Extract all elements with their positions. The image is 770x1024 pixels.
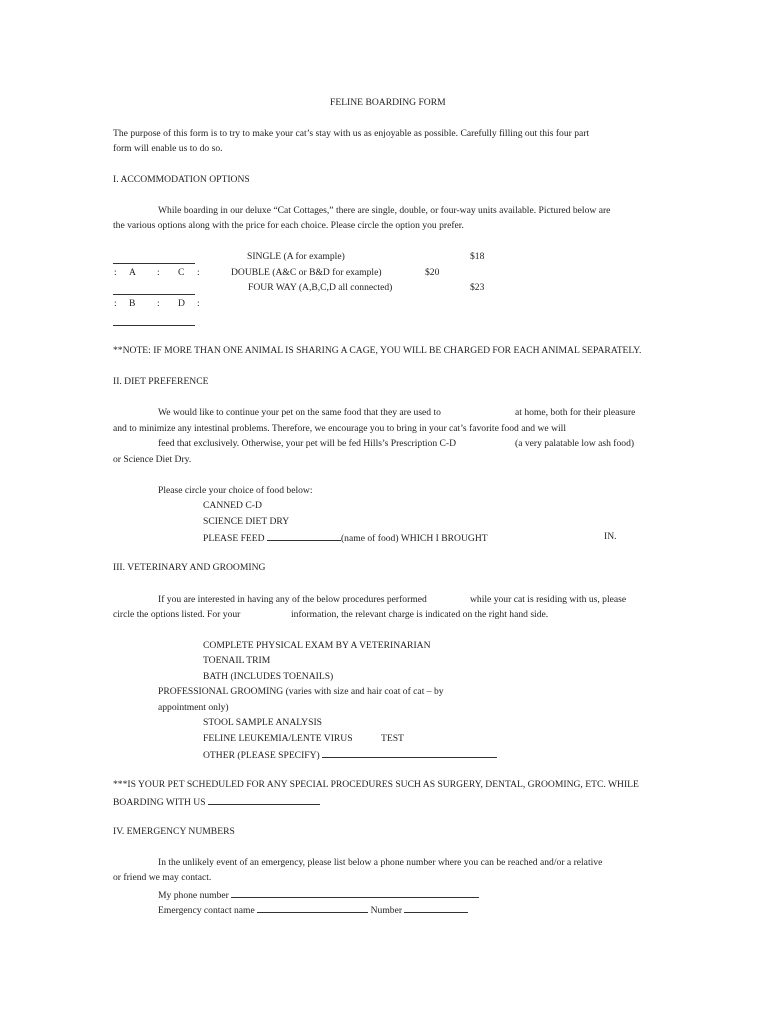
vet-para-1b: while your cat is residing with us, please (470, 594, 627, 605)
cage-grid-line (113, 294, 195, 295)
food-choice-canned[interactable]: CANNED C-D (203, 500, 262, 511)
my-phone-label: My phone number (158, 890, 229, 901)
vet-option-grooming-line-2: appointment only) (158, 702, 229, 713)
food-choice-science-diet[interactable]: SCIENCE DIET DRY (203, 516, 290, 527)
emergency-contact-label: Emergency contact name (158, 905, 255, 916)
my-phone-field[interactable] (231, 888, 479, 898)
sharing-note: **NOTE: IF MORE THAN ONE ANIMAL IS SHARING A CAGE, YOU WILL BE CHARGED FOR EACH ANIMAL SEPARATELY. (113, 345, 642, 356)
diet-para-1a: We would like to continue your pet on the same food that they are used to (158, 407, 441, 418)
diet-para-3b: (a very palatable low ash food) (515, 438, 635, 449)
option-single-price: $18 (470, 251, 485, 262)
section-3-heading: III. VETERINARY AND GROOMING (113, 562, 266, 573)
section-1-para-line-2: the various options along with the price for each choice. Please circle the option you prefer. (113, 220, 464, 231)
special-procedures-label: BOARDING WITH US (113, 797, 206, 808)
food-name-field[interactable] (267, 531, 341, 541)
option-fourway-price: $23 (470, 282, 485, 293)
vet-option-toenail-trim[interactable]: TOENAIL TRIM (203, 655, 271, 666)
cage-grid-cell: : (197, 298, 200, 309)
cage-grid-cell: : (157, 267, 160, 278)
emergency-number-field[interactable] (404, 903, 468, 913)
other-label: OTHER (PLEASE SPECIFY) (203, 750, 320, 761)
vet-option-other[interactable] (203, 748, 497, 762)
section-1-heading: I. ACCOMMODATION OPTIONS (113, 174, 250, 185)
vet-para-2a: circle the options listed. For your (113, 609, 241, 620)
section-1-para-line-1: While boarding in our deluxe “Cat Cottages,” there are single, double, or four-way units available. Pictured below are (158, 205, 611, 216)
intro-line-2: form will enable us to do so. (113, 143, 223, 154)
emergency-para-1: In the unlikely event of an emergency, please list below a phone number where you can be reached and/or a relative (158, 857, 603, 868)
vet-para-1a: If you are interested in having any of the below procedures performed (158, 594, 427, 605)
section-4-heading: IV. EMERGENCY NUMBERS (113, 826, 235, 837)
cage-grid-line (113, 325, 195, 326)
diet-para-1b: at home, both for their pleasure (515, 407, 636, 418)
cage-grid-cell: : (197, 267, 200, 278)
special-procedures-line-2 (113, 795, 320, 809)
option-double-price: $20 (425, 267, 440, 278)
emergency-contact-name-field[interactable] (257, 903, 368, 913)
cage-grid-cell: : (114, 267, 117, 278)
cage-grid-cell: A (129, 267, 136, 278)
emergency-number-label: Number (370, 905, 403, 916)
food-choice-prompt: Please circle your choice of food below: (158, 485, 313, 496)
form-title: FELINE BOARDING FORM (330, 97, 446, 108)
diet-para-2: and to minimize any intestinal problems. Therefore, we encourage you to bring in your cat’s favorite food and we will (113, 423, 566, 434)
option-double-label[interactable]: DOUBLE (A&C or B&D for example) (231, 267, 382, 278)
diet-para-4: or Science Diet Dry. (113, 454, 192, 465)
please-feed-end: IN. (604, 531, 617, 542)
emergency-para-2: or friend we may contact. (113, 872, 212, 883)
section-2-heading: II. DIET PREFERENCE (113, 376, 209, 387)
vet-option-bath[interactable]: BATH (INCLUDES TOENAILS) (203, 671, 334, 682)
vet-option-stool-sample[interactable]: STOOL SAMPLE ANALYSIS (203, 717, 322, 728)
other-specify-field[interactable] (322, 748, 497, 758)
vet-option-grooming[interactable]: PROFESSIONAL GROOMING (varies with size and hair coat of cat – by (158, 686, 444, 697)
my-phone-row (158, 888, 479, 902)
special-procedures-line-1: ***IS YOUR PET SCHEDULED FOR ANY SPECIAL PROCEDURES SUCH AS SURGERY, DENTAL, GROOMING, ETC. WHILE (113, 779, 639, 790)
cage-grid-cell: : (114, 298, 117, 309)
diet-para-3a: feed that exclusively. Otherwise, your pet will be fed Hills’s Prescription C-D (158, 438, 457, 449)
vet-option-physical-exam[interactable]: COMPLETE PHYSICAL EXAM BY A VETERINARIAN (203, 640, 431, 651)
special-procedures-field[interactable] (208, 795, 320, 805)
option-fourway-label[interactable]: FOUR WAY (A,B,C,D all connected) (248, 282, 393, 293)
vet-option-feline-leukemia-test: TEST (381, 733, 404, 744)
food-choice-please-feed[interactable] (203, 531, 488, 545)
option-single-label[interactable]: SINGLE (A for example) (247, 251, 345, 262)
cage-grid-line (113, 263, 195, 264)
intro-line-1: The purpose of this form is to try to make your cat’s stay with us as enjoyable as possible. Carefully filling out this four part (113, 128, 590, 139)
cage-grid-cell: D (178, 298, 185, 309)
vet-option-feline-leukemia[interactable]: FELINE LEUKEMIA/LENTE VIRUS (203, 733, 353, 744)
please-feed-suffix: (name of food) WHICH I BROUGHT (340, 533, 488, 544)
cage-grid-cell: B (129, 298, 136, 309)
please-feed-label: PLEASE FEED (203, 533, 265, 544)
cage-grid-cell: C (178, 267, 185, 278)
vet-para-2b: information, the relevant charge is indicated on the right hand side. (291, 609, 549, 620)
emergency-contact-row (158, 903, 468, 917)
cage-grid-cell: : (157, 298, 160, 309)
